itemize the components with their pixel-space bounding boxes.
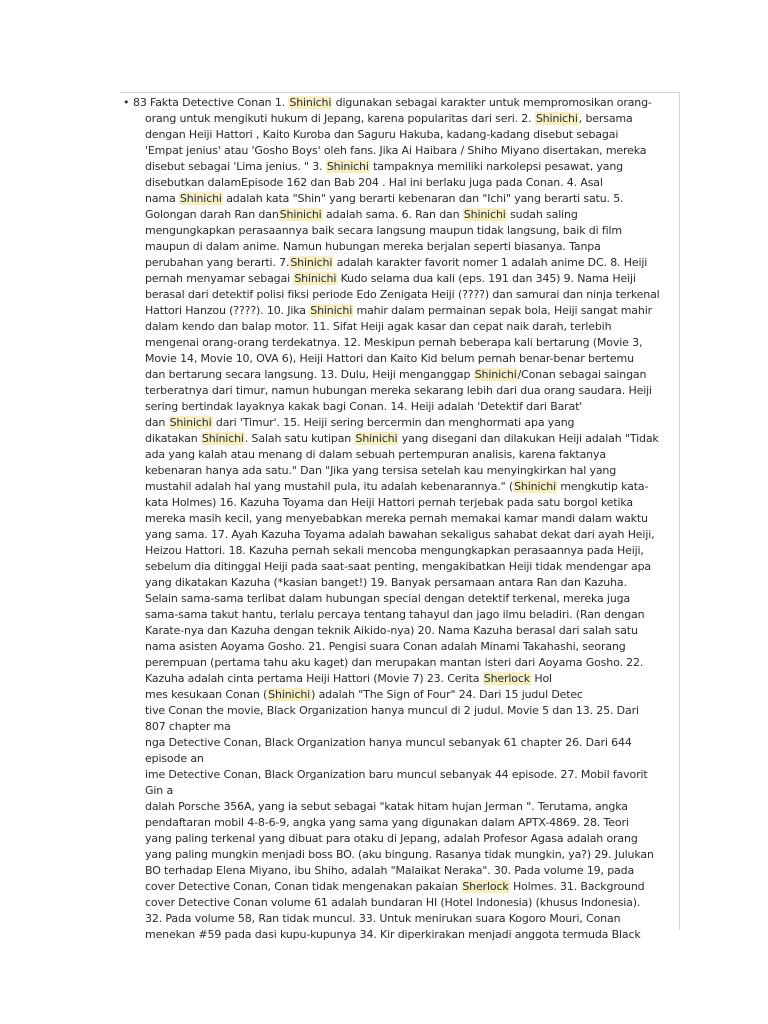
text-line (145, 575, 685, 591)
text-line (145, 447, 685, 463)
text-segment: nama asisten Aoyama Gosho. 21. Pengisi suara Conan adalah Minami Takahashi, seorang (145, 640, 626, 653)
text-segment: 807 chapter ma (145, 720, 231, 733)
text-segment: Hol (531, 672, 552, 685)
text-segment: cover Detective Conan volume 61 adalah bundaran HI (Hotel Indonesia) (khusus Indonesia). (145, 896, 641, 909)
text-segment: mahir dalam permainan sepak bola, Heiji sangat mahir (353, 304, 652, 317)
text-segment: perempuan (pertama tahu aku kaget) dan merupakan mantan isteri dari Aoyama Gosho. 22. (145, 656, 644, 669)
text-line (145, 463, 685, 479)
text-line (145, 367, 685, 383)
text-line (145, 207, 685, 223)
text-segment: Movie 14, Movie 10, OVA 6), Heiji Hattori dan Kaito Kid belum pernah benar-benar bertemu (145, 352, 634, 365)
text-segment: dari 'Timur'. 15. Heiji sering bercermin dan menghormati apa yang (212, 416, 575, 429)
text-segment: Hattori Hanzou (????). 10. Jika (145, 304, 310, 317)
highlighted-term: Shinichi (279, 208, 322, 221)
text-line (145, 543, 685, 559)
text-segment: nga Detective Conan, Black Organization hanya muncul sebanyak 61 chapter 26. Dari 644 (145, 736, 632, 749)
text-segment: . Salah satu kutipan (244, 432, 355, 445)
text-segment: ada yang kalah atau menang di dalam sebuah pertempuran analisis, karena faktanya (145, 448, 606, 461)
highlighted-term: Shinichi (289, 96, 332, 109)
text-segment: tive Conan the movie, Black Organization hanya muncul di 2 judul. Movie 5 dan 13. 25. Dari (145, 704, 639, 717)
text-segment: adalah karakter favorit nomer 1 adalah anime DC. 8. Heiji (333, 256, 648, 269)
document-text (133, 95, 685, 943)
text-line (145, 191, 685, 207)
text-segment: sering bertindak layaknya kakak bagi Conan. 14. Heiji adalah 'Detektif dari Barat' (145, 400, 583, 413)
text-line (145, 111, 685, 127)
text-segment: yang paling mungkin menjadi boss BO. (aku bingung. Rasanya tidak mungkin, ya?) 29. Julukan (145, 848, 654, 861)
text-line (145, 351, 685, 367)
text-segment: orang untuk mengikuti hukum di Jepang, karena popularitas dari seri. 2. (145, 112, 535, 125)
text-line (145, 911, 685, 927)
text-segment: tampaknya memiliki narkolepsi pesawat, yang (369, 160, 624, 173)
text-segment: Kazuha adalah cinta pertama Heiji Hattori (Movie 7) 23. Cerita (145, 672, 483, 685)
text-line (145, 847, 685, 863)
text-segment: cover Detective Conan, Conan tidak mengenakan pakaian (145, 880, 462, 893)
text-segment: yang paling terkenal yang dibuat para otaku di Jepang, adalah Profesor Agasa adalah orang (145, 832, 638, 845)
text-segment: Kudo selama dua kali (eps. 191 dan 345) 9. Nama Heiji (337, 272, 636, 285)
text-segment: disebutkan dalamEpisode 162 dan Bab 204 . Hal ini berlaku juga pada Conan. 4. Asal (145, 176, 603, 189)
text-line (145, 495, 685, 511)
text-segment: maupun di dalam anime. Namun hubungan mereka berjalan seperti biasanya. Tanpa (145, 240, 601, 253)
text-segment: kata Holmes) 16. Kazuha Toyama dan Heiji Hattori pernah terjebak pada satu borgol ketika (145, 496, 633, 509)
text-segment: , bersama (578, 112, 633, 125)
text-segment: dan (145, 416, 169, 429)
text-line (145, 127, 685, 143)
text-line (145, 159, 685, 175)
text-line (145, 703, 685, 719)
text-segment: dalam kendo dan balap motor. 11. Sifat Heiji agak kasar dan cepat naik darah, terlebih (145, 320, 612, 333)
text-line (145, 815, 685, 831)
highlighted-term: Sherlock (462, 880, 509, 893)
text-segment: Gin a (145, 784, 174, 797)
text-segment: 32. Pada volume 58, Ran tidak muncul. 33. Untuk menirukan suara Kogoro Mouri, Conan (145, 912, 621, 925)
text-line (145, 303, 685, 319)
highlighted-term: Shinichi (474, 368, 517, 381)
bullet-icon: • (123, 96, 130, 109)
text-segment: sebelum dia ditinggal Heiji pada saat-saat penting, mengakibatkan Heiji tidak mendengar apa (145, 560, 652, 573)
text-line (145, 655, 685, 671)
text-line (145, 623, 685, 639)
text-line (145, 383, 685, 399)
highlighted-term: Shinichi (201, 432, 244, 445)
text-segment: mes kesukaan Conan ( (145, 688, 268, 701)
text-segment: /Conan sebagai saingan (517, 368, 647, 381)
text-line (133, 95, 685, 111)
text-line (145, 271, 685, 287)
text-line (145, 175, 685, 191)
text-segment: terberatnya dari timur, namun hubungan mereka sekarang lebih dari dua orang saudara. Heiji (145, 384, 652, 397)
text-line (145, 591, 685, 607)
text-line (145, 735, 685, 751)
text-segment: Selain sama-sama terlibat dalam hubungan special dengan detektif terkenal, mereka juga (145, 592, 631, 605)
text-segment: mengkutip kata- (557, 480, 649, 493)
text-segment: dikatakan (145, 432, 201, 445)
text-line (145, 799, 685, 815)
highlighted-term: Shinichi (268, 688, 311, 701)
text-line (145, 527, 685, 543)
text-segment: perubahan yang berarti. 7. (145, 256, 290, 269)
highlighted-term: Shinichi (294, 272, 337, 285)
text-segment: menekan #59 pada dasi kupu-kupunya 34. Kir diperkirakan menjadi anggota termuda Black (145, 928, 641, 941)
text-segment: dalah Porsche 356A, yang ia sebut sebagai "katak hitam hujan Jerman ". Terutama, angka (145, 800, 628, 813)
text-line (145, 831, 685, 847)
text-segment: berasal dari detektif polisi fiksi periode Edo Zenigata Heiji (????) dan samurai dan ninja terkenal (145, 288, 660, 301)
highlighted-term: Shinichi (514, 480, 556, 493)
highlighted-term: Sherlock (483, 672, 530, 685)
text-line (145, 895, 685, 911)
text-segment: adalah kata "Shin" yang berarti kebenaran dan "Ichi" yang berarti satu. 5. (222, 192, 624, 205)
text-segment: ) adalah "The Sign of Four" 24. Dari 15 judul Detec (311, 688, 583, 701)
text-line (145, 143, 685, 159)
highlighted-term: Shinichi (355, 432, 398, 445)
highlighted-term: Shinichi (326, 160, 369, 173)
text-segment: 'Empat jenius' atau 'Gosho Boys' oleh fans. Jika Ai Haibara / Shiho Miyano disertakan, mereka (145, 144, 647, 157)
text-segment: adalah sama. 6. Ran dan (322, 208, 463, 221)
text-line (145, 767, 685, 783)
text-line (145, 479, 685, 495)
highlighted-term: Shinichi (535, 112, 578, 125)
text-segment: yang sama. 17. Ayah Kazuha Toyama adalah bawahan sekaligus sahabat dekat dari ayah Heiji, (145, 528, 655, 541)
text-segment: mustahil adalah hal yang mustahil pula, itu adalah kebenarannya." ( (145, 480, 514, 493)
text-segment: mereka masih kecil, yang menyebabkan mereka pernah memakai kamar mandi dalam waktu (145, 512, 648, 525)
text-segment: 83 Fakta Detective Conan 1. (133, 96, 289, 109)
highlighted-term: Shinichi (179, 192, 222, 205)
text-line (145, 927, 685, 943)
text-segment: yang dikatakan Kazuha (*kasian banget!) 19. Banyak persamaan antara Ran dan Kazuha. (145, 576, 627, 589)
text-line (145, 511, 685, 527)
text-segment: sama-sama takut hantu, terlalu percaya tentang tahayul dan jago ilmu beladiri. (Ran dengan (145, 608, 645, 621)
text-line (145, 287, 685, 303)
text-line (145, 671, 685, 687)
highlighted-term: Shinichi (169, 416, 212, 429)
text-segment: Karate-nya dan Kazuha dengan teknik Aikido-nya) 20. Nama Kazuha berasal dari salah satu (145, 624, 638, 637)
text-line (145, 687, 685, 703)
text-line (145, 639, 685, 655)
text-line (145, 879, 685, 895)
text-line (145, 239, 685, 255)
text-segment: BO terhadap Elena Miyano, ibu Shiho, adalah "Malaikat Neraka". 30. Pada volume 19, pada (145, 864, 635, 877)
text-segment: nama (145, 192, 179, 205)
text-line (145, 415, 685, 431)
text-segment: digunakan sebagai karakter untuk mempromosikan orang- (332, 96, 652, 109)
text-line (145, 607, 685, 623)
text-segment: ime Detective Conan, Black Organization baru muncul sebanyak 44 episode. 27. Mobil favorit (145, 768, 648, 781)
highlighted-term: Shinichi (463, 208, 506, 221)
text-line (145, 751, 685, 767)
text-line (145, 335, 685, 351)
text-segment: Golongan darah Ran dan (145, 208, 279, 221)
text-line (145, 255, 685, 271)
text-segment: pernah menyamar sebagai (145, 272, 294, 285)
text-segment: dengan Heiji Hattori , Kaito Kuroba dan Saguru Hakuba, kadang-kadang disebut sebagai (145, 128, 619, 141)
text-line (145, 863, 685, 879)
text-line (145, 559, 685, 575)
text-segment: mengenai orang-orang terdekatnya. 12. Meskipun pernah beberapa kali bertarung (Movie 3, (145, 336, 643, 349)
highlighted-term: Shinichi (310, 304, 353, 317)
text-segment: dan bertarung secara langsung. 13. Dulu, Heiji menganggap (145, 368, 474, 381)
highlighted-term: Shinichi (290, 256, 333, 269)
text-line (145, 319, 685, 335)
text-line (145, 719, 685, 735)
text-line (145, 223, 685, 239)
text-segment: episode an (145, 752, 204, 765)
text-line (145, 783, 685, 799)
text-segment: Holmes. 31. Background (509, 880, 645, 893)
text-segment: mengungkapkan perasaannya baik secara langsung maupun tidak langsung, baik di film (145, 224, 622, 237)
text-line (145, 431, 685, 447)
text-segment: disebut sebagai 'Lima jenius. " 3. (145, 160, 326, 173)
text-segment: Heizou Hattori. 18. Kazuha pernah sekali mencoba mengungkapkan perasaannya pada Heiji, (145, 544, 644, 557)
text-segment: pendaftaran mobil 4-8-6-9, angka yang sama yang digunakan dalam APTX-4869. 28. Teori (145, 816, 629, 829)
text-segment: yang disegani dan dilakukan Heiji adalah "Tidak (398, 432, 659, 445)
text-line (145, 399, 685, 415)
text-segment: kebenaran hanya ada satu." Dan "Jika yang tersisa setelah kau menyingkirkan hal yang (145, 464, 617, 477)
text-segment: sudah saling (506, 208, 578, 221)
document-page (120, 92, 680, 941)
